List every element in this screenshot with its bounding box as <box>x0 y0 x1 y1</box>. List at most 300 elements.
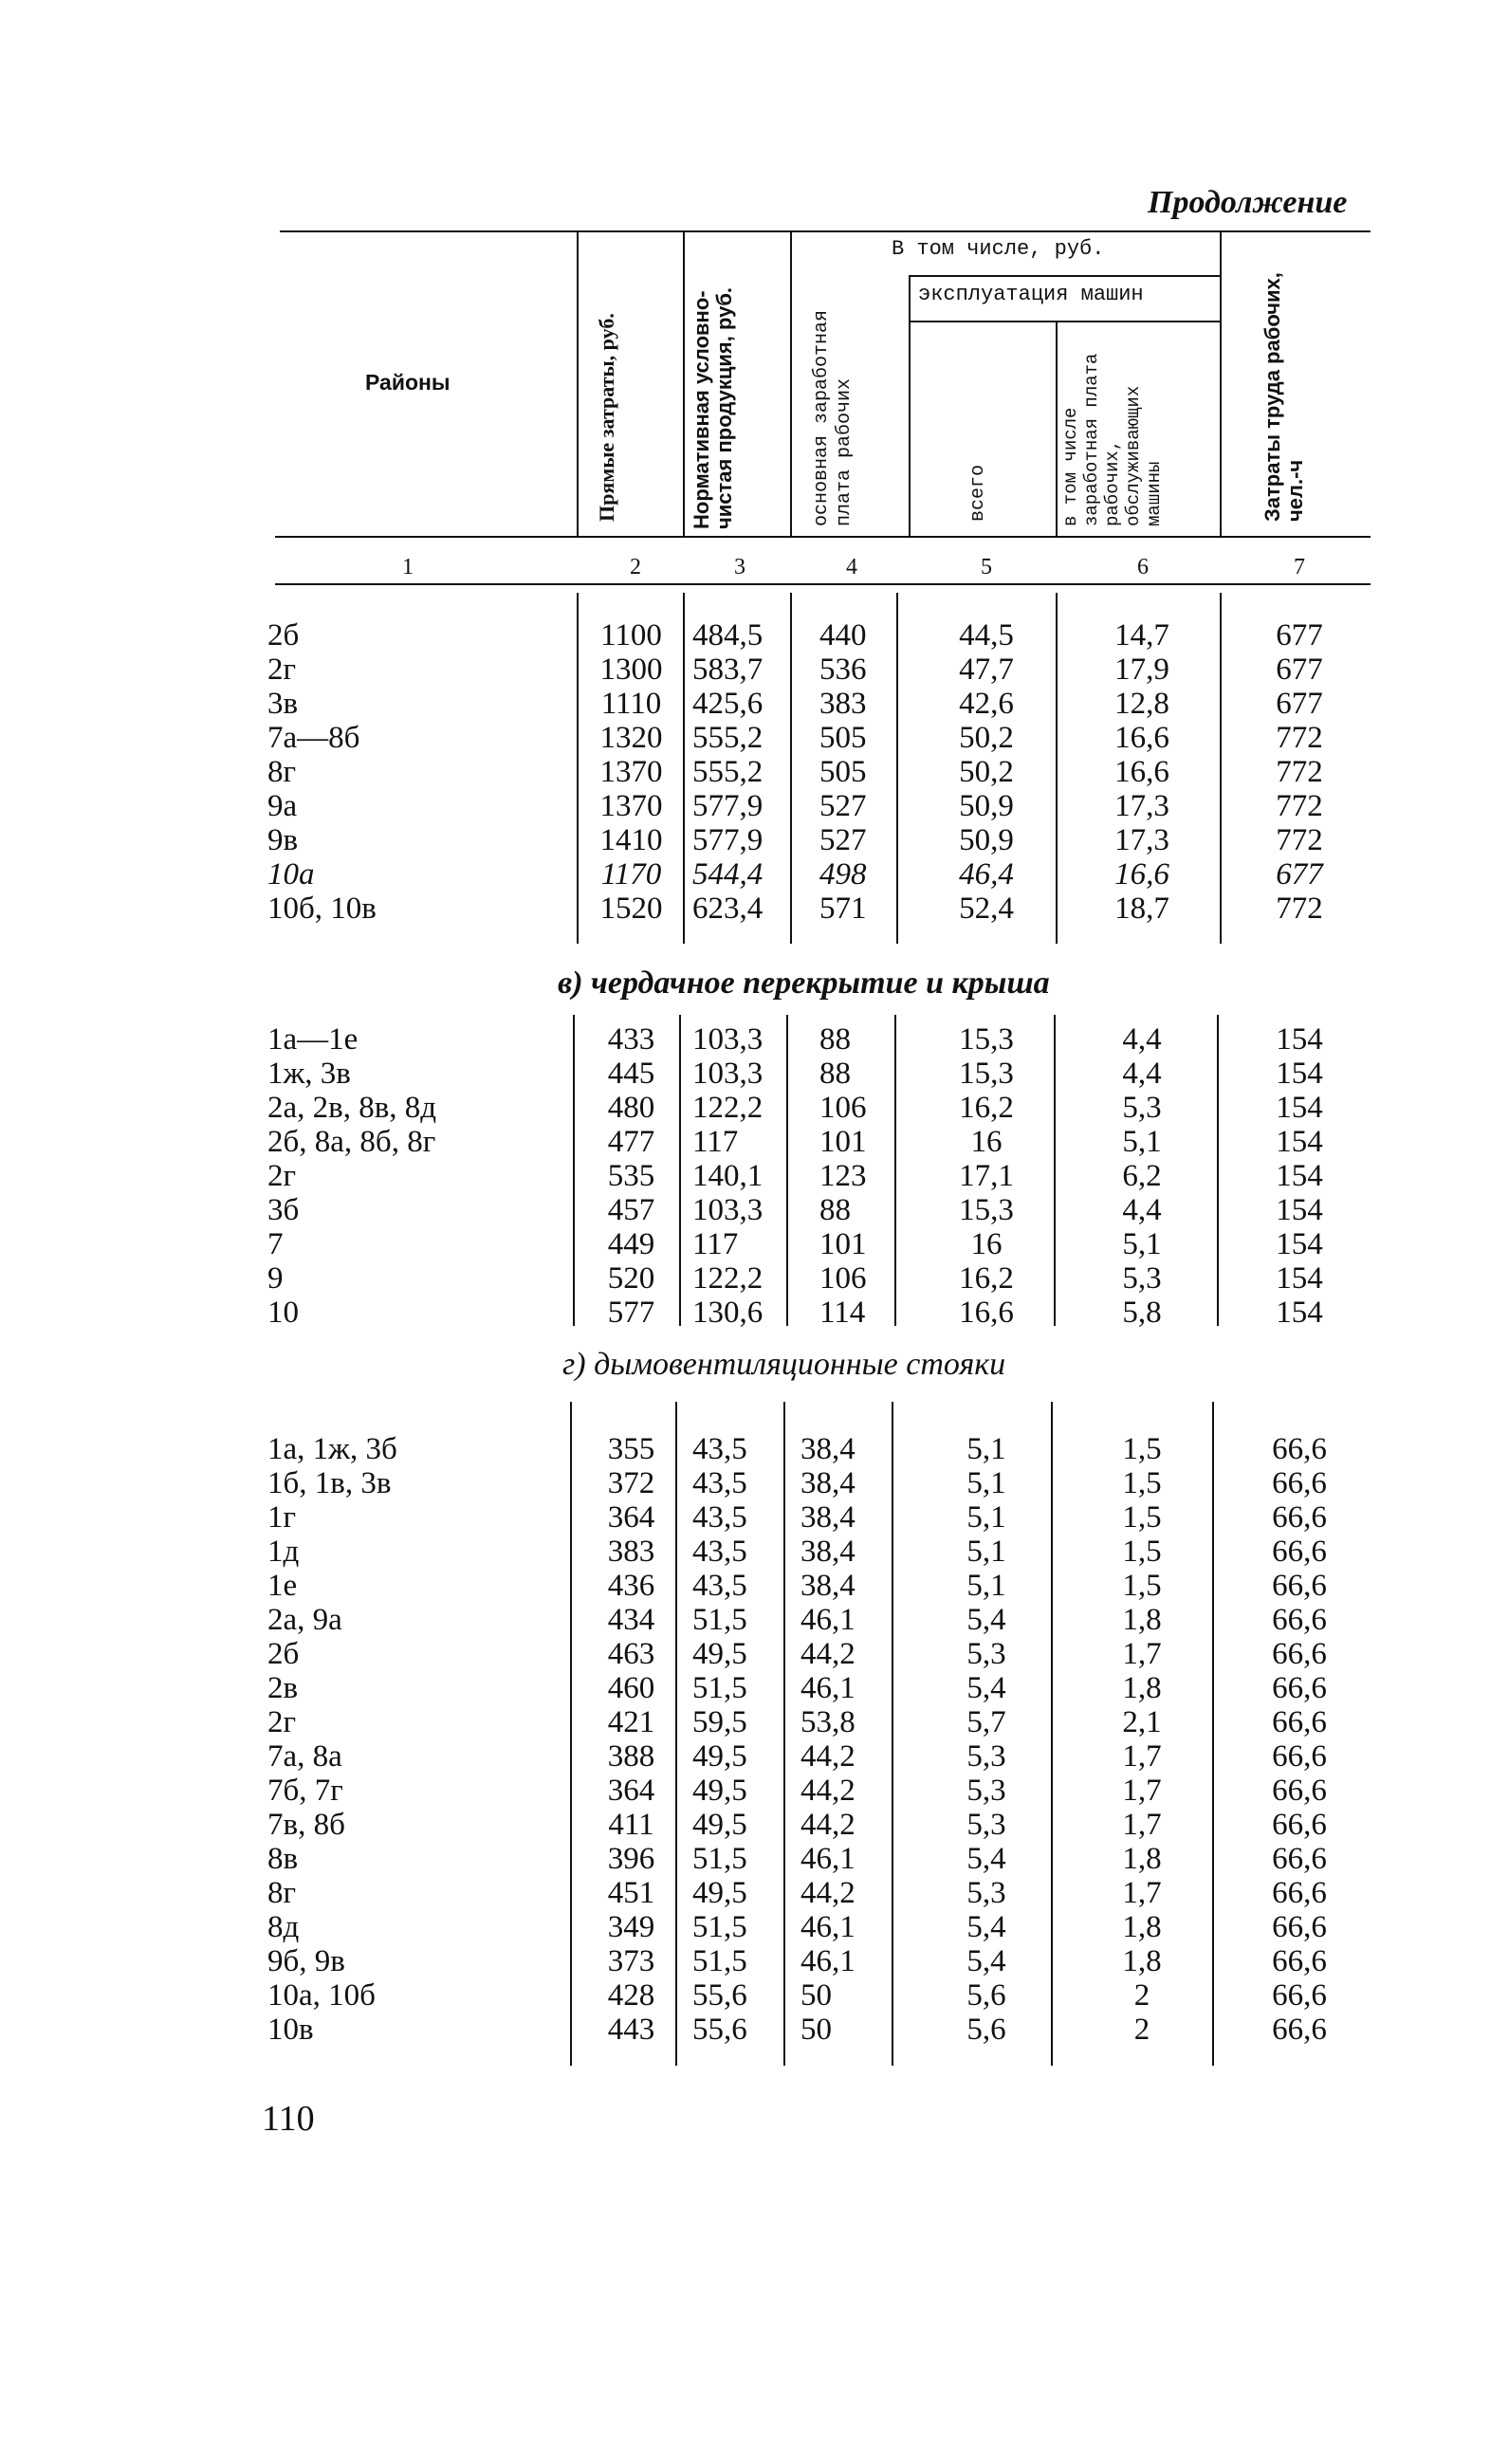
wages-cell: 440 <box>819 618 867 653</box>
wages-cell: 44,2 <box>801 1774 856 1808</box>
direct-costs-cell: 364 <box>607 1774 655 1808</box>
table-row <box>0 1227 1509 1261</box>
wages-cell: 46,1 <box>801 1910 856 1944</box>
net-product-cell: 555,2 <box>692 755 764 789</box>
table-row <box>0 1159 1509 1193</box>
region-cell: 1а—1е <box>267 1022 359 1057</box>
machine-wages-cell: 1,8 <box>1122 1603 1162 1637</box>
wages-cell: 101 <box>819 1227 867 1261</box>
table-row <box>0 1876 1509 1910</box>
machines-total-cell: 5,4 <box>966 1910 1006 1944</box>
labor-cell: 66,6 <box>1272 1739 1327 1774</box>
wages-cell: 383 <box>819 687 867 721</box>
direct-costs-cell: 445 <box>607 1057 655 1091</box>
region-cell: 2г <box>267 1705 297 1739</box>
table-row <box>0 1569 1509 1603</box>
region-cell: 10а, 10б <box>267 1978 376 2013</box>
table-row <box>0 1500 1509 1535</box>
wages-cell: 101 <box>819 1125 867 1159</box>
region-cell: 10б, 10в <box>267 892 377 926</box>
machines-total-cell: 5,3 <box>966 1637 1006 1671</box>
header-divider <box>1056 321 1058 536</box>
machine-wages-cell: 12,8 <box>1114 687 1169 721</box>
direct-costs-cell: 433 <box>607 1022 655 1057</box>
machine-wages-cell: 5,1 <box>1122 1125 1162 1159</box>
net-product-cell: 583,7 <box>692 653 764 687</box>
net-product-cell: 555,2 <box>692 721 764 755</box>
region-cell: 3в <box>267 687 299 721</box>
labor-cell: 66,6 <box>1272 1603 1327 1637</box>
net-product-cell: 130,6 <box>692 1296 764 1330</box>
header-divider <box>790 230 792 536</box>
machines-total-cell: 5,4 <box>966 1944 1006 1978</box>
region-cell: 1а, 1ж, 3б <box>267 1432 397 1466</box>
labor-cell: 66,6 <box>1272 1637 1327 1671</box>
labor-cell: 66,6 <box>1272 2013 1327 2047</box>
column-header-machine-wages: в том числе заработная плата рабочих, обслуживающих машины <box>1060 353 1165 526</box>
direct-costs-cell: 477 <box>607 1125 655 1159</box>
section-title: г) дымовентиляционные стояки <box>562 1347 1006 1382</box>
machines-total-cell: 15,3 <box>959 1193 1014 1227</box>
direct-costs-cell: 355 <box>607 1432 655 1466</box>
machine-wages-cell: 17,9 <box>1114 653 1169 687</box>
page-number: 110 <box>262 2099 315 2139</box>
table-row <box>0 1808 1509 1842</box>
labor-cell: 66,6 <box>1272 1808 1327 1842</box>
direct-costs-cell: 1370 <box>599 755 663 789</box>
direct-costs-cell: 535 <box>607 1159 655 1193</box>
net-product-cell: 103,3 <box>692 1193 764 1227</box>
machine-wages-cell: 5,1 <box>1122 1227 1162 1261</box>
machine-wages-cell: 1,8 <box>1122 1671 1162 1705</box>
machine-wages-cell: 1,5 <box>1122 1535 1162 1569</box>
wages-cell: 46,1 <box>801 1671 856 1705</box>
region-cell: 9а <box>267 789 298 823</box>
table-row <box>0 1603 1509 1637</box>
machines-total-cell: 42,6 <box>959 687 1014 721</box>
machine-wages-cell: 16,6 <box>1114 755 1169 789</box>
net-product-cell: 51,5 <box>692 1944 747 1978</box>
net-product-cell: 122,2 <box>692 1261 764 1296</box>
region-cell: 8г <box>267 1876 297 1910</box>
group-header-including: В том числе, руб. <box>892 237 1105 261</box>
machines-total-cell: 5,3 <box>966 1774 1006 1808</box>
machines-total-cell: 46,4 <box>959 857 1014 892</box>
net-product-cell: 623,4 <box>692 892 764 926</box>
direct-costs-cell: 451 <box>607 1876 655 1910</box>
machine-wages-cell: 4,4 <box>1122 1057 1162 1091</box>
labor-cell: 154 <box>1276 1057 1323 1091</box>
machines-total-cell: 16 <box>970 1227 1003 1261</box>
machines-total-cell: 5,3 <box>966 1739 1006 1774</box>
machines-total-cell: 16,2 <box>959 1261 1014 1296</box>
labor-cell: 677 <box>1276 653 1323 687</box>
table-row <box>0 2013 1509 2047</box>
direct-costs-cell: 428 <box>607 1978 655 2013</box>
direct-costs-cell: 421 <box>607 1705 655 1739</box>
header-divider <box>909 275 911 536</box>
labor-cell: 66,6 <box>1272 1500 1327 1535</box>
machine-wages-cell: 1,5 <box>1122 1569 1162 1603</box>
labor-cell: 154 <box>1276 1091 1323 1125</box>
column-header-total: всего <box>967 464 989 522</box>
wages-cell: 44,2 <box>801 1739 856 1774</box>
net-product-cell: 122,2 <box>692 1091 764 1125</box>
table-row <box>0 653 1509 687</box>
region-cell: 8г <box>267 755 297 789</box>
column-number: 2 <box>630 555 641 579</box>
machines-total-cell: 17,1 <box>959 1159 1014 1193</box>
table-top-rule <box>280 230 1371 232</box>
machine-wages-cell: 2,1 <box>1122 1705 1162 1739</box>
machines-total-cell: 5,1 <box>966 1466 1006 1500</box>
region-cell: 1б, 1в, 3в <box>267 1466 392 1500</box>
table-row <box>0 1125 1509 1159</box>
wages-cell: 536 <box>819 653 867 687</box>
machine-wages-cell: 1,5 <box>1122 1466 1162 1500</box>
labor-cell: 154 <box>1276 1193 1323 1227</box>
section-title: в) чердачное перекрытие и крыша <box>558 965 1050 1001</box>
column-number: 7 <box>1294 555 1305 579</box>
table-row <box>0 1944 1509 1978</box>
net-product-cell: 51,5 <box>692 1671 747 1705</box>
wages-cell: 114 <box>819 1296 866 1330</box>
machines-total-cell: 5,6 <box>966 1978 1006 2013</box>
net-product-cell: 49,5 <box>692 1739 747 1774</box>
table-row <box>0 789 1509 823</box>
table-row <box>0 892 1509 926</box>
labor-cell: 677 <box>1276 618 1323 653</box>
direct-costs-cell: 457 <box>607 1193 655 1227</box>
wages-cell: 38,4 <box>801 1535 856 1569</box>
header-divider <box>577 230 579 536</box>
wages-cell: 505 <box>819 721 867 755</box>
region-cell: 3б <box>267 1193 300 1227</box>
column-number: 1 <box>402 555 414 579</box>
region-cell: 2б <box>267 1637 300 1671</box>
wages-cell: 44,2 <box>801 1876 856 1910</box>
net-product-cell: 51,5 <box>692 1842 747 1876</box>
labor-cell: 154 <box>1276 1227 1323 1261</box>
wages-cell: 123 <box>819 1159 867 1193</box>
machines-total-cell: 52,4 <box>959 892 1014 926</box>
net-product-cell: 577,9 <box>692 789 764 823</box>
machines-total-cell: 50,2 <box>959 721 1014 755</box>
direct-costs-cell: 396 <box>607 1842 655 1876</box>
wages-cell: 44,2 <box>801 1637 856 1671</box>
net-product-cell: 59,5 <box>692 1705 747 1739</box>
labor-cell: 66,6 <box>1272 1705 1327 1739</box>
region-cell: 1г <box>267 1500 297 1535</box>
net-product-cell: 49,5 <box>692 1876 747 1910</box>
machines-total-cell: 15,3 <box>959 1022 1014 1057</box>
wages-cell: 106 <box>819 1261 867 1296</box>
machine-wages-cell: 2 <box>1133 2013 1150 2047</box>
region-cell: 9б, 9в <box>267 1944 345 1978</box>
direct-costs-cell: 411 <box>608 1808 654 1842</box>
direct-costs-cell: 1410 <box>599 823 663 857</box>
region-cell: 2а, 9а <box>267 1603 342 1637</box>
labor-cell: 677 <box>1276 857 1323 892</box>
direct-costs-cell: 577 <box>607 1296 655 1330</box>
region-cell: 1е <box>267 1569 298 1603</box>
machine-wages-cell: 2 <box>1133 1978 1150 2013</box>
direct-costs-cell: 388 <box>607 1739 655 1774</box>
labor-cell: 66,6 <box>1272 1432 1327 1466</box>
machine-wages-cell: 1,7 <box>1122 1637 1162 1671</box>
direct-costs-cell: 364 <box>607 1500 655 1535</box>
direct-costs-cell: 1110 <box>600 687 662 721</box>
table-row <box>0 1193 1509 1227</box>
net-product-cell: 425,6 <box>692 687 764 721</box>
wages-cell: 46,1 <box>801 1603 856 1637</box>
table-row <box>0 1671 1509 1705</box>
region-cell: 10в <box>267 2013 314 2047</box>
direct-costs-cell: 373 <box>607 1944 655 1978</box>
colnum-bottom-rule <box>275 583 1371 585</box>
region-cell: 8в <box>267 1842 299 1876</box>
column-header-direct-costs: Прямые затраты, руб. <box>595 313 618 522</box>
labor-cell: 772 <box>1276 755 1323 789</box>
machine-wages-cell: 4,4 <box>1122 1022 1162 1057</box>
column-number: 5 <box>981 555 992 579</box>
machine-wages-cell: 1,8 <box>1122 1842 1162 1876</box>
machines-total-cell: 5,1 <box>966 1569 1006 1603</box>
labor-cell: 66,6 <box>1272 1876 1327 1910</box>
region-cell: 9в <box>267 823 299 857</box>
labor-cell: 154 <box>1276 1125 1323 1159</box>
wages-cell: 527 <box>819 789 867 823</box>
net-product-cell: 544,4 <box>692 857 764 892</box>
machines-total-cell: 5,1 <box>966 1432 1006 1466</box>
header-divider <box>1220 230 1222 536</box>
labor-cell: 772 <box>1276 892 1323 926</box>
machines-total-cell: 5,1 <box>966 1500 1006 1535</box>
wages-cell: 50 <box>801 1978 832 2013</box>
table-row <box>0 618 1509 653</box>
group-machines-rule <box>909 321 1220 322</box>
labor-cell: 66,6 <box>1272 1944 1327 1978</box>
labor-cell: 66,6 <box>1272 1535 1327 1569</box>
machine-wages-cell: 4,4 <box>1122 1193 1162 1227</box>
table-row <box>0 755 1509 789</box>
labor-cell: 66,6 <box>1272 1466 1327 1500</box>
machines-total-cell: 5,3 <box>966 1808 1006 1842</box>
wages-cell: 498 <box>819 857 867 892</box>
wages-cell: 38,4 <box>801 1432 856 1466</box>
labor-cell: 66,6 <box>1272 1978 1327 2013</box>
net-product-cell: 43,5 <box>692 1569 747 1603</box>
region-cell: 1д <box>267 1535 300 1569</box>
table-row <box>0 1057 1509 1091</box>
labor-cell: 772 <box>1276 823 1323 857</box>
labor-cell: 154 <box>1276 1296 1323 1330</box>
net-product-cell: 103,3 <box>692 1022 764 1057</box>
table-row <box>0 1774 1509 1808</box>
net-product-cell: 51,5 <box>692 1910 747 1944</box>
header-bottom-rule <box>275 536 1371 538</box>
machine-wages-cell: 1,8 <box>1122 1910 1162 1944</box>
net-product-cell: 43,5 <box>692 1500 747 1535</box>
direct-costs-cell: 480 <box>607 1091 655 1125</box>
continuation-label: Продолжение <box>1148 185 1348 220</box>
machines-total-cell: 5,6 <box>966 2013 1006 2047</box>
direct-costs-cell: 372 <box>607 1466 655 1500</box>
labor-cell: 772 <box>1276 789 1323 823</box>
net-product-cell: 117 <box>692 1125 739 1159</box>
region-cell: 10 <box>267 1296 299 1330</box>
table-row <box>0 721 1509 755</box>
net-product-cell: 51,5 <box>692 1603 747 1637</box>
region-cell: 8д <box>267 1910 300 1944</box>
net-product-cell: 55,6 <box>692 1978 747 2013</box>
region-cell: 2г <box>267 653 297 687</box>
net-product-cell: 49,5 <box>692 1637 747 1671</box>
column-number: 3 <box>734 555 745 579</box>
direct-costs-cell: 349 <box>607 1910 655 1944</box>
direct-costs-cell: 443 <box>607 2013 655 2047</box>
net-product-cell: 49,5 <box>692 1808 747 1842</box>
direct-costs-cell: 434 <box>607 1603 655 1637</box>
wages-cell: 53,8 <box>801 1705 856 1739</box>
region-cell: 2г <box>267 1159 297 1193</box>
labor-cell: 154 <box>1276 1022 1323 1057</box>
labor-cell: 66,6 <box>1272 1569 1327 1603</box>
machines-total-cell: 16,2 <box>959 1091 1014 1125</box>
machine-wages-cell: 5,8 <box>1122 1296 1162 1330</box>
region-cell: 2а, 2в, 8в, 8д <box>267 1091 437 1125</box>
column-header-wages: основная заработная плата рабочих <box>811 309 856 526</box>
labor-cell: 154 <box>1276 1261 1323 1296</box>
machine-wages-cell: 18,7 <box>1114 892 1169 926</box>
machine-wages-cell: 5,3 <box>1122 1261 1162 1296</box>
machines-total-cell: 16 <box>970 1125 1003 1159</box>
machine-wages-cell: 1,7 <box>1122 1774 1162 1808</box>
region-cell: 2в <box>267 1671 299 1705</box>
table-row <box>0 823 1509 857</box>
direct-costs-cell: 436 <box>607 1569 655 1603</box>
table-row <box>0 1705 1509 1739</box>
machines-total-cell: 5,4 <box>966 1842 1006 1876</box>
direct-costs-cell: 1300 <box>599 653 663 687</box>
wages-cell: 44,2 <box>801 1808 856 1842</box>
net-product-cell: 577,9 <box>692 823 764 857</box>
header-divider <box>683 230 685 536</box>
wages-cell: 505 <box>819 755 867 789</box>
net-product-cell: 103,3 <box>692 1057 764 1091</box>
net-product-cell: 43,5 <box>692 1535 747 1569</box>
region-cell: 1ж, 3в <box>267 1057 351 1091</box>
direct-costs-cell: 520 <box>607 1261 655 1296</box>
machines-total-cell: 50,9 <box>959 789 1014 823</box>
machine-wages-cell: 1,7 <box>1122 1739 1162 1774</box>
wages-cell: 38,4 <box>801 1500 856 1535</box>
machines-total-cell: 50,2 <box>959 755 1014 789</box>
machines-total-cell: 16,6 <box>959 1296 1014 1330</box>
machine-wages-cell: 5,3 <box>1122 1091 1162 1125</box>
table-row <box>0 1842 1509 1876</box>
column-header-labor: Затраты труда рабочих, чел.-ч <box>1261 272 1307 522</box>
net-product-cell: 49,5 <box>692 1774 747 1808</box>
table-row <box>0 1296 1509 1330</box>
wages-cell: 50 <box>801 2013 832 2047</box>
direct-costs-cell: 460 <box>607 1671 655 1705</box>
region-cell: 7в, 8б <box>267 1808 345 1842</box>
labor-cell: 66,6 <box>1272 1910 1327 1944</box>
machine-wages-cell: 1,5 <box>1122 1500 1162 1535</box>
machines-total-cell: 15,3 <box>959 1057 1014 1091</box>
machine-wages-cell: 17,3 <box>1114 823 1169 857</box>
net-product-cell: 484,5 <box>692 618 764 653</box>
machine-wages-cell: 6,2 <box>1122 1159 1162 1193</box>
machines-total-cell: 5,7 <box>966 1705 1006 1739</box>
column-header-regions: Районы <box>365 370 451 395</box>
machines-total-cell: 5,1 <box>966 1535 1006 1569</box>
wages-cell: 38,4 <box>801 1569 856 1603</box>
net-product-cell: 43,5 <box>692 1432 747 1466</box>
wages-cell: 46,1 <box>801 1842 856 1876</box>
column-number: 4 <box>846 555 857 579</box>
table-row <box>0 1091 1509 1125</box>
labor-cell: 154 <box>1276 1159 1323 1193</box>
table-row <box>0 1466 1509 1500</box>
net-product-cell: 43,5 <box>692 1466 747 1500</box>
machine-wages-cell: 17,3 <box>1114 789 1169 823</box>
wages-cell: 106 <box>819 1091 867 1125</box>
wages-cell: 88 <box>819 1022 851 1057</box>
table-row <box>0 1739 1509 1774</box>
region-cell: 2б, 8а, 8б, 8г <box>267 1125 436 1159</box>
table-row <box>0 1978 1509 2013</box>
region-cell: 7а—8б <box>267 721 360 755</box>
region-cell: 7б, 7г <box>267 1774 343 1808</box>
table-row <box>0 1432 1509 1466</box>
labor-cell: 772 <box>1276 721 1323 755</box>
table-row <box>0 1535 1509 1569</box>
wages-cell: 88 <box>819 1057 851 1091</box>
machine-wages-cell: 1,8 <box>1122 1944 1162 1978</box>
labor-cell: 66,6 <box>1272 1774 1327 1808</box>
direct-costs-cell: 383 <box>607 1535 655 1569</box>
region-cell: 9 <box>267 1261 284 1296</box>
wages-cell: 46,1 <box>801 1944 856 1978</box>
table-row <box>0 1637 1509 1671</box>
table-row <box>0 1910 1509 1944</box>
direct-costs-cell: 1520 <box>599 892 663 926</box>
machine-wages-cell: 16,6 <box>1114 721 1169 755</box>
table-row <box>0 857 1509 892</box>
machine-wages-cell: 16,6 <box>1114 857 1169 892</box>
table-row <box>0 1022 1509 1057</box>
machines-total-cell: 5,3 <box>966 1876 1006 1910</box>
wages-cell: 527 <box>819 823 867 857</box>
group-including-rule <box>909 275 1220 277</box>
direct-costs-cell: 449 <box>607 1227 655 1261</box>
region-cell: 7 <box>267 1227 284 1261</box>
labor-cell: 66,6 <box>1272 1842 1327 1876</box>
machines-total-cell: 50,9 <box>959 823 1014 857</box>
wages-cell: 38,4 <box>801 1466 856 1500</box>
direct-costs-cell: 1370 <box>599 789 663 823</box>
net-product-cell: 55,6 <box>692 2013 747 2047</box>
machine-wages-cell: 1,5 <box>1122 1432 1162 1466</box>
machines-total-cell: 5,4 <box>966 1603 1006 1637</box>
net-product-cell: 140,1 <box>692 1159 764 1193</box>
wages-cell: 571 <box>819 892 867 926</box>
group-header-machines: эксплуатация машин <box>918 283 1144 306</box>
table-row <box>0 687 1509 721</box>
direct-costs-cell: 1100 <box>600 618 662 653</box>
